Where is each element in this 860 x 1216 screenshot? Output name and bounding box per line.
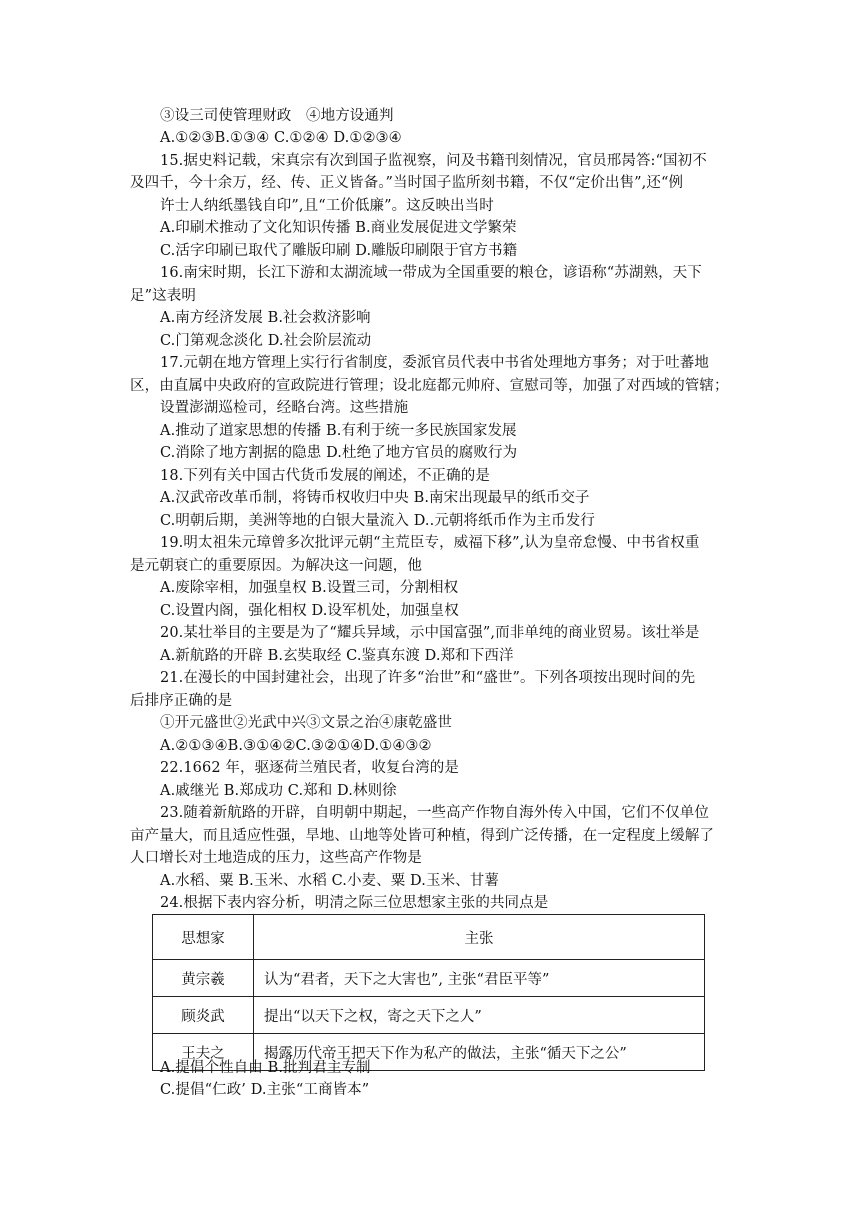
q22-stem: 22.1662 年，驱逐荷兰殖民者，收复台湾的是 [160, 760, 459, 776]
table-cell-claim: 揭露历代帝王把天下作为私产的做法，主张“循天下之公” [254, 1034, 705, 1071]
q15-stem-line2: 及四千，今十余万，经、传、正义皆备。”当时国子监所刻书籍，不仅“定价出售”,还“例 [130, 175, 684, 191]
q16-choices-cd: C.门第观念淡化 D.社会阶层流动 [160, 333, 372, 349]
q21-choices: A.②①③④B.③①④②C.③②①④D.①④③② [160, 738, 432, 754]
q17-stem-line2: 区，由直属中央政府的宣政院进行管理；设北庭都元帅府、宣慰司等，加强了对西域的管辖； [130, 378, 729, 394]
q16-stem-line1: 16.南宋时期，长江下游和太湖流域一带成为全国重要的粮仓，谚语称“苏湖熟，天下 [160, 265, 702, 281]
q24-choices-ab: A.提倡个性自由 B.批判君主专制 [160, 1060, 371, 1076]
q18-choices-cd: C.明朝后期，美洲等地的白银大量流入 D..元朝将纸币作为主币发行 [160, 513, 595, 529]
q18-stem: 18.下列有关中国古代货币发展的阐述，不正确的是 [160, 468, 490, 484]
q16-choices-ab: A.南方经济发展 B.社会救济影响 [160, 310, 371, 326]
q20-choices: A.新航路的开辟 B.玄奘取经 C.鉴真东渡 D.郑和下西洋 [160, 648, 514, 664]
table-cell-thinker: 黄宗羲 [153, 960, 254, 997]
q17-choices-cd: C.消除了地方割据的隐患 D.杜绝了地方官员的腐败行为 [160, 445, 518, 461]
q18-choices-ab: A.汉武帝改革币制，将铸币权收归中央 B.南宋出现最早的纸币交子 [160, 490, 590, 506]
q15-stem-line3: 许士人纳纸墨钱自印”,且“工价低廉”。这反映出当时 [160, 198, 494, 214]
q17-stem-line3: 设置澎湖巡检司，经略台湾。这些措施 [160, 400, 409, 416]
table-header-thinker: 思想家 [153, 915, 254, 960]
q23-choices: A.水稻、粟 B.玉米、水稻 C.小麦、粟 D.玉米、甘薯 [160, 873, 499, 889]
q16-stem-line2: 足”这表明 [130, 288, 196, 304]
table-row [153, 960, 705, 997]
q19-stem-line2: 是元朝衰亡的重要原因。为解决这一问题，他 [130, 558, 422, 574]
q17-choices-ab: A.推动了道家思想的传播 B.有利于统一多民族国家发展 [160, 423, 517, 439]
table-header-row [153, 915, 705, 960]
table-cell-claim: 提出“以天下之权，寄之天下之人” [254, 997, 705, 1034]
q19-choices-cd: C.设置内阁，强化相权 D.设军机处，加强皇权 [160, 603, 459, 619]
q23-stem-line1: 23.随着新航路的开辟，自明朝中期起，一些高产作物自海外传入中国，它们不仅单位 [160, 805, 709, 821]
table-row [153, 997, 705, 1034]
q15-choices-ab: A.印刷术推动了文化知识传播 B.商业发展促进文学繁荣 [160, 220, 517, 236]
q23-stem-line3: 人口增长对土地造成的压力，这些高产作物是 [130, 850, 422, 866]
q20-stem: 20.某壮举目的主要是为了“耀兵异域，示中国富强”,而非单纯的商业贸易。该壮举是 [160, 625, 700, 641]
table-cell-thinker: 王夫之 [153, 1034, 254, 1071]
table-header-claim: 主张 [254, 915, 705, 960]
q21-items: ①开元盛世②光武中兴③文景之治④康乾盛世 [160, 715, 452, 731]
q19-stem-line1: 19.明太祖朱元璋曾多次批评元朝“主荒臣专，威福下移”,认为皇帝怠慢、中书省权重 [160, 535, 700, 551]
q23-stem-line2: 亩产量大，而且适应性强，旱地、山地等处皆可种植，得到广泛传播，在一定程度上缓解了 [130, 828, 714, 844]
q21-stem-line1: 21.在漫长的中国封建社会，出现了许多“治世”和“盛世”。下列各项按出现时间的先 [160, 670, 696, 686]
table-cell-thinker: 顾炎武 [153, 997, 254, 1034]
q24-choices-cd: C.提倡“仁政’ D.主张“工商皆本” [160, 1082, 370, 1098]
q14-option-3-4: ③设三司使管理财政 ④地方设通判 [160, 108, 394, 124]
thinkers-table [152, 914, 705, 1071]
q15-stem-line1: 15.据史料记载，宋真宗有次到国子监视察，问及书籍刊刻情况，官员邢昺答:“国初不 [160, 153, 707, 169]
q24-stem: 24.根据下表内容分析，明清之际三位思想家主张的共同点是 [160, 895, 549, 911]
q22-choices: A.戚继光 B.郑成功 C.郑和 D.林则徐 [160, 783, 397, 799]
q17-stem-line1: 17.元朝在地方管理上实行行省制度，委派官员代表中书省处理地方事务；对于吐蕃地 [160, 355, 709, 371]
q15-choices-cd: C.活字印刷已取代了雕版印刷 D.雕版印刷限于官方书籍 [160, 243, 518, 259]
q21-stem-line2: 后排序正确的是 [130, 693, 233, 709]
q14-choices: A.①②③B.①③④ C.①②④ D.①②③④ [160, 130, 402, 146]
table-cell-claim: 认为“君者，天下之大害也”, 主张“君臣平等” [254, 960, 705, 997]
q19-choices-ab: A.废除宰相，加强皇权 B.设置三司，分割相权 [160, 580, 459, 596]
